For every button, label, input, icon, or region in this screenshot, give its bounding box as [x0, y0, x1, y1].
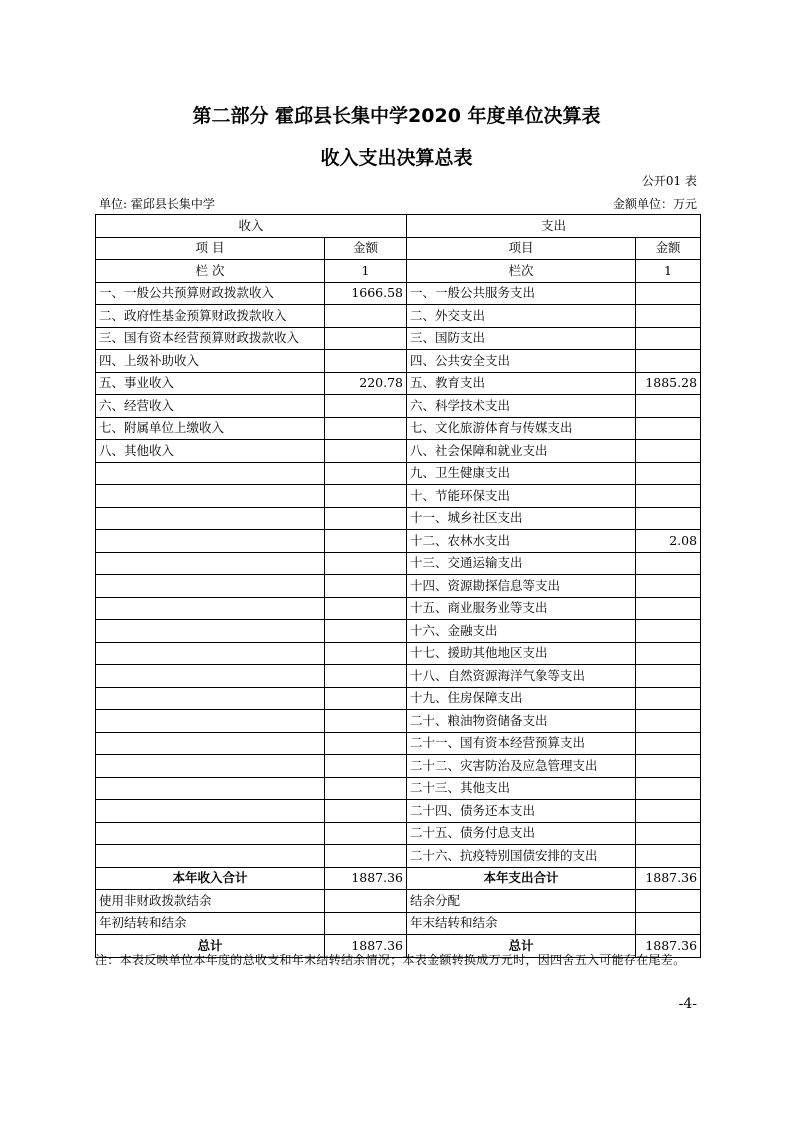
expense-item: 二十、粮油物资储备支出	[407, 710, 636, 733]
income-item	[96, 710, 325, 733]
table-row	[96, 440, 701, 463]
table-row	[96, 417, 701, 440]
income-item: 二、政府性基金预算财政拨款收入	[96, 305, 325, 328]
table-row	[96, 462, 701, 485]
expense-item: 十二、农林水支出	[407, 530, 636, 553]
expense-item: 十四、资源勘探信息等支出	[407, 575, 636, 598]
income-amount	[325, 485, 407, 508]
income-amount: 1666.58	[325, 282, 407, 305]
income-item	[96, 845, 325, 868]
income-header: 收入	[96, 215, 407, 238]
table-row	[96, 282, 701, 305]
table-row	[96, 597, 701, 620]
income-amount	[325, 890, 407, 913]
table-row	[96, 642, 701, 665]
income-amount-header: 金额	[325, 237, 407, 260]
expense-item: 七、文化旅游体育与传媒支出	[407, 417, 636, 440]
expense-item: 八、社会保障和就业支出	[407, 440, 636, 463]
table-row	[96, 305, 701, 328]
income-item: 八、其他收入	[96, 440, 325, 463]
total-income-amount: 1887.36	[325, 867, 407, 890]
expense-item: 六、科学技术支出	[407, 395, 636, 418]
income-amount	[325, 395, 407, 418]
expense-item: 十七、援助其他地区支出	[407, 642, 636, 665]
expense-item: 四、公共安全支出	[407, 350, 636, 373]
table-row	[96, 822, 701, 845]
grand-total-income: 1887.36	[325, 935, 407, 958]
income-amount	[325, 845, 407, 868]
income-item: 六、经营收入	[96, 395, 325, 418]
total-income-label: 本年收入合计	[96, 867, 325, 890]
table-row	[96, 620, 701, 643]
page-title: 第二部分 霍邱县长集中学2020 年度单位决算表	[192, 105, 601, 127]
expense-amount	[636, 507, 701, 530]
table-row	[96, 485, 701, 508]
income-amount	[325, 462, 407, 485]
expense-item: 二、外交支出	[407, 305, 636, 328]
expense-amount	[636, 597, 701, 620]
money-unit-label: 金额单位：万元	[612, 197, 697, 211]
table-body	[96, 215, 701, 958]
expense-amount	[636, 845, 701, 868]
expense-amount	[636, 462, 701, 485]
table-title: 收入支出决算总表	[320, 147, 473, 169]
expense-item: 三、国防支出	[407, 327, 636, 350]
table-row	[96, 912, 701, 935]
unit-label: 单位: 霍邱县长集中学	[99, 197, 215, 211]
income-item: 一、一般公共预算财政拨款收入	[96, 282, 325, 305]
income-item-header: 项 目	[96, 237, 325, 260]
expense-amount	[636, 800, 701, 823]
expense-item: 二十二、灾害防治及应急管理支出	[407, 755, 636, 778]
grand-total-label-income: 总计	[96, 935, 325, 958]
table-row	[96, 732, 701, 755]
expense-amount	[636, 822, 701, 845]
expense-amount	[636, 417, 701, 440]
expense-amount: 2.08	[636, 530, 701, 553]
income-amount	[325, 687, 407, 710]
table-row	[96, 552, 701, 575]
income-amount	[325, 327, 407, 350]
expense-item: 十八、自然资源海洋气象等支出	[407, 665, 636, 688]
expense-amount	[636, 350, 701, 373]
income-item	[96, 552, 325, 575]
expense-amount	[636, 890, 701, 913]
income-item	[96, 822, 325, 845]
expense-item: 一、一般公共服务支出	[407, 282, 636, 305]
expense-header: 支出	[407, 215, 701, 238]
expense-item: 十、节能环保支出	[407, 485, 636, 508]
income-item: 三、国有资本经营预算财政拨款收入	[96, 327, 325, 350]
income-expense-table	[95, 214, 701, 958]
table-row	[96, 530, 701, 553]
expense-amount	[636, 687, 701, 710]
income-amount	[325, 665, 407, 688]
income-item: 年初结转和结余	[96, 912, 325, 935]
expense-item: 十一、城乡社区支出	[407, 507, 636, 530]
income-column-label: 栏 次	[96, 260, 325, 283]
page-number: -4-	[678, 996, 697, 1012]
total-row	[96, 867, 701, 890]
expense-item: 结余分配	[407, 890, 636, 913]
income-amount	[325, 417, 407, 440]
income-item: 七、附属单位上缴收入	[96, 417, 325, 440]
total-expense-label: 本年支出合计	[407, 867, 636, 890]
table-row	[96, 890, 701, 913]
income-amount	[325, 800, 407, 823]
table-row	[96, 350, 701, 373]
expense-column-label: 栏次	[407, 260, 636, 283]
income-item: 五、事业收入	[96, 372, 325, 395]
income-amount	[325, 912, 407, 935]
income-item	[96, 642, 325, 665]
grand-total-label-expense: 总计	[407, 935, 636, 958]
income-item	[96, 485, 325, 508]
income-item: 使用非财政拨款结余	[96, 890, 325, 913]
income-amount: 220.78	[325, 372, 407, 395]
table-row	[96, 755, 701, 778]
income-item: 四、上级补助收入	[96, 350, 325, 373]
grand-total-expense: 1887.36	[636, 935, 701, 958]
income-amount	[325, 552, 407, 575]
table-row	[96, 800, 701, 823]
income-item	[96, 530, 325, 553]
income-amount	[325, 755, 407, 778]
expense-amount	[636, 912, 701, 935]
table-row	[96, 372, 701, 395]
expense-item: 二十六、抗疫特别国债安排的支出	[407, 845, 636, 868]
form-number: 公开01 表	[641, 174, 697, 188]
expense-item: 二十一、国有资本经营预算支出	[407, 732, 636, 755]
income-item	[96, 597, 325, 620]
table-row	[96, 845, 701, 868]
table-row	[96, 507, 701, 530]
income-column-number: 1	[325, 260, 407, 283]
income-item	[96, 800, 325, 823]
income-item	[96, 620, 325, 643]
income-amount	[325, 642, 407, 665]
expense-amount	[636, 552, 701, 575]
income-amount	[325, 620, 407, 643]
expense-amount	[636, 732, 701, 755]
expense-amount	[636, 777, 701, 800]
income-item	[96, 755, 325, 778]
income-item	[96, 665, 325, 688]
income-amount	[325, 777, 407, 800]
table-row	[96, 710, 701, 733]
expense-amount	[636, 755, 701, 778]
income-item	[96, 507, 325, 530]
income-item	[96, 777, 325, 800]
column-number-row	[96, 260, 701, 283]
expense-amount	[636, 642, 701, 665]
table-header-row	[96, 215, 701, 238]
income-amount	[325, 575, 407, 598]
expense-amount	[636, 665, 701, 688]
income-item	[96, 462, 325, 485]
expense-item: 十六、金融支出	[407, 620, 636, 643]
income-item	[96, 687, 325, 710]
expense-item: 十三、交通运输支出	[407, 552, 636, 575]
expense-amount	[636, 485, 701, 508]
expense-item: 二十五、债务付息支出	[407, 822, 636, 845]
table-row	[96, 327, 701, 350]
expense-amount	[636, 395, 701, 418]
expense-amount	[636, 282, 701, 305]
expense-item: 十五、商业服务业等支出	[407, 597, 636, 620]
expense-amount	[636, 575, 701, 598]
income-amount	[325, 597, 407, 620]
income-amount	[325, 440, 407, 463]
income-item	[96, 732, 325, 755]
expense-item: 九、卫生健康支出	[407, 462, 636, 485]
expense-amount-header: 金额	[636, 237, 701, 260]
total-expense-amount: 1887.36	[636, 867, 701, 890]
expense-amount	[636, 620, 701, 643]
expense-item: 年末结转和结余	[407, 912, 636, 935]
expense-item-header: 项目	[407, 237, 636, 260]
table-row	[96, 575, 701, 598]
income-amount	[325, 530, 407, 553]
income-item	[96, 575, 325, 598]
expense-item: 五、教育支出	[407, 372, 636, 395]
table-note: 注：本表反映单位本年度的总收支和年末结转结余情况；本表金额转换成万元时，因四舍五入可能存在尾差。	[95, 953, 686, 967]
table-row	[96, 777, 701, 800]
expense-amount	[636, 305, 701, 328]
table-header-row	[96, 237, 701, 260]
table-row	[96, 687, 701, 710]
expense-amount: 1885.28	[636, 372, 701, 395]
income-amount	[325, 305, 407, 328]
expense-amount	[636, 710, 701, 733]
income-amount	[325, 507, 407, 530]
income-amount	[325, 710, 407, 733]
expense-item: 二十三、其他支出	[407, 777, 636, 800]
expense-item: 二十四、债务还本支出	[407, 800, 636, 823]
expense-amount	[636, 327, 701, 350]
table-row	[96, 665, 701, 688]
table-row	[96, 395, 701, 418]
expense-item: 十九、住房保障支出	[407, 687, 636, 710]
expense-amount	[636, 440, 701, 463]
income-amount	[325, 350, 407, 373]
expense-column-number: 1	[636, 260, 701, 283]
income-amount	[325, 822, 407, 845]
income-amount	[325, 732, 407, 755]
